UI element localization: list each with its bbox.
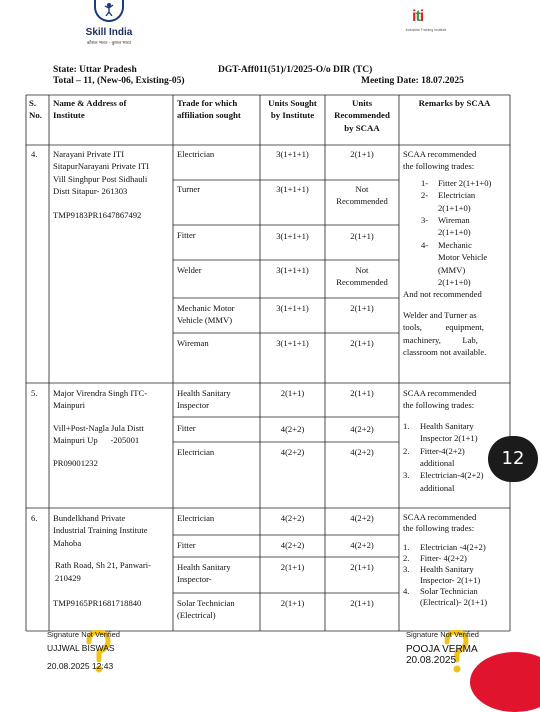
meeting-date: Meeting Date: 18.07.2025 (361, 76, 464, 86)
item-text (418, 469, 484, 494)
name-line: SitapurNarayani Private ITI (53, 161, 149, 172)
item-line: additional (420, 458, 455, 469)
row-sno: 6. (31, 513, 38, 523)
trade-line: Inspector- (177, 574, 212, 585)
units-recommended: 2(1+1) (350, 338, 374, 348)
remarks-line: SCAA recommended (403, 149, 477, 159)
remarks-item (403, 239, 503, 289)
item-line: (MMV) (438, 264, 466, 275)
item-text (418, 564, 480, 586)
trade-name: Wireman (177, 338, 209, 348)
item-line: 2(1+1+0) (438, 227, 471, 238)
institute-code: TMP9165PR1681718840 (53, 598, 142, 608)
institute-name-address (53, 387, 170, 447)
remarks-line: the following trades: (403, 400, 475, 411)
header-units-line: by Institute (270, 110, 315, 121)
skill-india-logo (78, 0, 140, 50)
item-line: Motor Vehicle (438, 252, 488, 263)
name-line: 210429 (55, 572, 81, 583)
remarks-item (403, 189, 503, 214)
name-line: Narayani Private ITI (53, 149, 125, 159)
iti-subtitle: Industrial Training Institute (405, 28, 447, 32)
remarks-line: SCAA recommended (403, 388, 477, 398)
remarks-item (403, 542, 507, 553)
trade-name: Fitter (177, 540, 196, 550)
units-sought: 2(1+1) (280, 562, 305, 572)
remarks-line: And not recommended (403, 289, 482, 300)
units-recommended (325, 183, 399, 208)
header-name-line: Institute (53, 110, 85, 121)
remarks (403, 387, 503, 494)
item-line: Inspector 2(1+1) (420, 433, 478, 444)
signer-name-right: POOJA VERMA (406, 644, 478, 655)
row-sno: 4. (31, 149, 38, 159)
trade-name (177, 302, 235, 327)
item-line: (Electrical)- 2(1+1) (420, 597, 488, 607)
page-number-badge[interactable]: 12 (488, 436, 538, 482)
units-sought: 4(2+2) (280, 447, 305, 457)
item-line: Inspector- 2(1+1) (420, 575, 481, 585)
remarks-item (403, 469, 503, 494)
trade-line: Health Sanitary (177, 562, 231, 572)
header-name (53, 97, 126, 122)
name-line: Vill Singhpur Post Sidhauli (53, 173, 148, 184)
units-recommended: 2(1+1) (350, 388, 374, 398)
item-number: 1. (403, 420, 410, 431)
remarks-line: machinery, Lab, (403, 334, 478, 345)
header-rec-line: by SCAA (344, 122, 380, 133)
name-line: Mainpuri Up -205001 (53, 435, 140, 446)
institute-code: PR09001232 (53, 458, 98, 468)
item-number: 4- (421, 239, 429, 250)
remarks-line: the following trades: (403, 523, 475, 533)
institute-name-address (53, 148, 170, 198)
units-sought: 3(1+1+1) (276, 265, 309, 275)
units-sought: 4(2+2) (280, 513, 305, 523)
item-number: 2- (421, 190, 429, 201)
item-line: Mechanic (438, 239, 472, 250)
units-sought: 3(1+1+1) (276, 338, 309, 348)
item-line: Electrician (438, 190, 476, 201)
units-sought: 3(1+1+1) (276, 149, 309, 159)
rec-line: Not (355, 184, 369, 194)
header-recommended (325, 97, 399, 134)
units-sought: 3(1+1+1) (276, 303, 309, 313)
item-text (418, 420, 478, 445)
remarks-line: Welder and Turner as (403, 309, 477, 320)
item-line: Fitter-4(2+2) (420, 445, 465, 456)
remarks-line: tools, equipment, (403, 322, 484, 333)
row-sno: 5. (31, 388, 38, 398)
item-line: Solar Technician (420, 586, 478, 596)
item-text (418, 586, 487, 608)
trade-name: Turner (177, 184, 201, 194)
item-text (434, 214, 471, 239)
rec-line: Recommended (336, 196, 388, 207)
remarks (403, 512, 507, 608)
rec-line: Recommended (336, 277, 388, 288)
item-line: 2(1+1+0) (438, 202, 471, 213)
remarks-line: classroom not available. (403, 347, 487, 358)
name-line: Vill+Post-Nagla Jula Distt (53, 422, 144, 433)
header-name-line: Name & Address of (53, 98, 127, 108)
units-sought: 2(1+1) (280, 388, 305, 398)
trade-name: Electrician (177, 513, 215, 523)
units-sought: 2(1+1) (280, 598, 305, 608)
signature-date-right: 20.08.2025 (406, 655, 457, 666)
header-trade (177, 97, 241, 122)
trade-line: Inspector (177, 400, 209, 411)
units-recommended: 2(1+1) (350, 149, 374, 159)
units-recommended: 4(2+2) (350, 447, 374, 457)
remarks-item (403, 420, 503, 445)
item-text: Fitter- 4(2+2) (420, 553, 467, 563)
item-line: Wireman (438, 215, 470, 226)
item-text: Electrician -4(2+2) (420, 542, 486, 552)
item-number: 2. (403, 445, 410, 456)
header-sno-line: No. (29, 110, 42, 121)
rec-line: Not (355, 265, 369, 275)
units-recommended: 2(1+1) (350, 303, 374, 313)
units-recommended: 2(1+1) (350, 231, 374, 241)
header-units-line: Units Sought (268, 98, 317, 108)
total-line: Total – 11, (New-06, Existing-05) (53, 76, 185, 86)
iti-mark: iti (412, 8, 424, 25)
item-line: Electrician-4(2+2) (420, 470, 484, 481)
remarks-line: the following trades: (403, 161, 475, 172)
item-number: 1. (403, 542, 410, 552)
name-line: Industrial Training Institute (53, 525, 148, 536)
state-line: State: Uttar Pradesh (53, 65, 137, 75)
item-number: 2. (403, 553, 410, 563)
name-line: Mahoba (53, 537, 82, 548)
remarks-line: SCAA recommended (403, 512, 477, 522)
remarks-item (403, 177, 503, 189)
header-sno-line: S. (29, 98, 37, 108)
item-number: 1- (421, 177, 429, 188)
name-line: Distt Sitapur- 261303 (53, 186, 128, 197)
trade-name: Welder (177, 265, 202, 275)
name-line: Bundelkhand Private (53, 513, 126, 523)
header-units (260, 97, 325, 122)
name-line: Rath Road, Sh 21, Panwari- (55, 560, 151, 571)
item-text: Fitter 2(1+1+0) (438, 177, 492, 188)
signature-status-left: Signature Not Verified (47, 630, 120, 639)
institute-name-address (53, 512, 171, 584)
item-line: Health Sanitary (420, 564, 474, 574)
header-rec-line: Recommended (334, 110, 390, 121)
item-text (418, 445, 465, 470)
item-line: additional (420, 482, 455, 493)
reference-number: DGT-Aff011(51)/1/2025-O/o DIR (TC) (218, 65, 373, 75)
trade-line: (Electrical) (177, 610, 216, 621)
header-sno (29, 97, 42, 122)
trade-name: Fitter (177, 230, 196, 240)
remarks (403, 148, 503, 359)
remarks-item (403, 564, 507, 586)
item-line: 2(1+1+0) (438, 277, 471, 288)
trade-name (177, 387, 231, 412)
signature-status-right: Signature Not Verified (406, 630, 479, 639)
trade-name: Electrician (177, 447, 215, 457)
header-remarks: Remarks by SCAA (418, 98, 491, 108)
trade-line: Mechanic Motor (177, 303, 235, 313)
item-line: Health Sanitary (420, 420, 474, 431)
name-line: Major Virendra Singh ITC- (53, 388, 148, 398)
remarks-item (403, 214, 503, 239)
units-recommended: 4(2+2) (350, 513, 374, 523)
remarks-item (403, 553, 507, 564)
header-trade-line: affiliation sought (177, 110, 241, 121)
trade-line: Solar Technician (177, 598, 235, 608)
item-text (434, 239, 487, 289)
institute-code: TMP9183PR1647867492 (53, 210, 142, 220)
units-sought: 3(1+1+1) (276, 231, 309, 241)
units-recommended: 2(1+1) (350, 598, 374, 608)
units-sought: 4(2+2) (280, 540, 305, 550)
units-recommended: 4(2+2) (350, 540, 374, 550)
units-sought: 3(1+1+1) (276, 184, 309, 194)
signature-date-left: 20.08.2025 12:43 (47, 661, 114, 671)
header-trade-line: Trade for which (177, 98, 238, 108)
trade-name: Electrician (177, 149, 215, 159)
trade-line: Vehicle (MMV) (177, 315, 233, 326)
skill-india-tagline: कौशल भारत - कुशल भारत (86, 40, 132, 45)
item-number: 3. (403, 564, 410, 574)
skill-india-name: Skill India (85, 27, 133, 38)
corner-overlay (470, 652, 540, 712)
trade-name (177, 597, 235, 622)
units-recommended (325, 264, 399, 289)
units-recommended: 4(2+2) (350, 424, 374, 434)
trade-name: Fitter (177, 423, 196, 433)
units-sought: 4(2+2) (280, 424, 305, 434)
header-rec-line: Units (351, 98, 373, 108)
signer-name-left: UJJWAL BISWAS (47, 643, 115, 653)
trade-name (177, 561, 231, 586)
iti-logo (398, 8, 454, 36)
item-text (434, 189, 475, 214)
item-number: 4. (403, 586, 410, 596)
person-icon (104, 2, 114, 16)
trade-line: Health Sanitary (177, 388, 231, 398)
item-number: 3. (403, 470, 410, 481)
name-line: Mainpuri (53, 400, 85, 411)
item-number: 3- (421, 215, 429, 226)
units-recommended: 2(1+1) (350, 562, 374, 572)
remarks-item (403, 586, 507, 608)
